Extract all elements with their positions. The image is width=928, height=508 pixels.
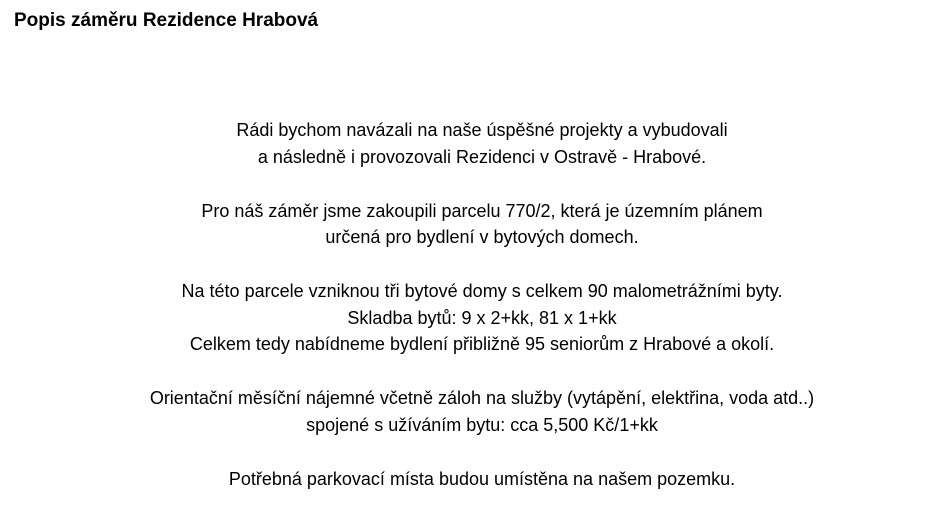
paragraph-parking — [0, 466, 928, 493]
document-title: Popis záměru Rezidence Hrabová — [14, 10, 319, 31]
text-line: Pro náš záměr jsme zakoupili parcelu 770/2, která je územním plánem — [201, 200, 763, 221]
text-line: Celkem tedy nabídneme bydlení přibližně 95 seniorům z Hrabové a okolí. — [189, 334, 775, 354]
text-line: Potřebná parkovací místa budou umístěna na našem pozemku. — [228, 468, 736, 489]
text-line: Skladba bytů: 9 x 2+kk, 81 x 1+kk — [347, 307, 617, 328]
text-line: určená pro bydlení v bytových domech. — [325, 227, 639, 247]
paragraph-intro — [0, 117, 928, 170]
text-line: a následně i provozovali Rezidenci v Ostravě - Hrabové. — [257, 146, 707, 167]
document-body — [0, 117, 928, 492]
paragraph-buildings — [0, 278, 928, 358]
text-line: Rádi bychom navázali na naše úspěšné projekty a vybudovali — [236, 120, 728, 140]
text-line: Na této parcele vzniknou tři bytové domy s celkem 90 malometrážními byty. — [181, 281, 783, 301]
text-line: Orientační měsíční nájemné včetně záloh na služby (vytápění, elektřina, voda atd..) — [149, 388, 815, 408]
paragraph-parcel — [0, 198, 928, 251]
text-line: spojené s užíváním bytu: cca 5,500 Kč/1+kk — [306, 414, 658, 435]
paragraph-rent — [0, 385, 928, 438]
